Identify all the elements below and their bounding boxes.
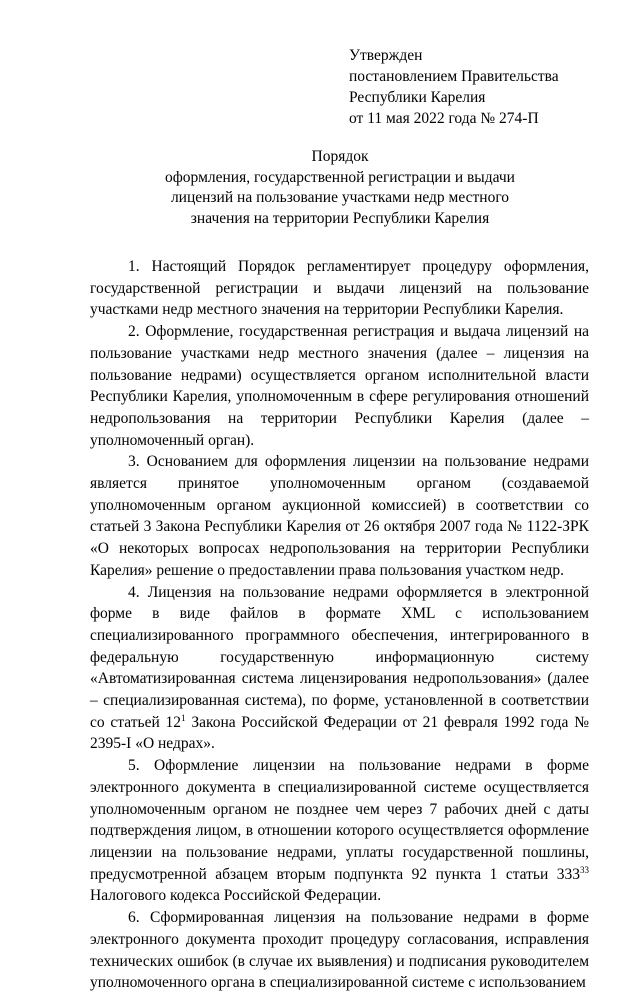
heading-line-1: Порядок [311, 148, 369, 165]
paragraph-1: 1. Настоящий Порядок регламентирует процедуру оформления, государственной регистрации и выдачи лицензий на пользование участками недр местного значения на территории Республики Карелия. [90, 258, 589, 319]
heading-line-4: значения на территории Республики Карелия [190, 209, 490, 227]
approval-line-2: постановлением Правительства [349, 68, 559, 85]
approval-line-4: от 11 мая 2022 года № 274-П [349, 110, 539, 127]
paragraph-4-text-b: Закона Российской Федерации от 21 февраля 1992 года № 2395-I «О недрах». [90, 713, 590, 753]
heading-line-2: оформления, государственной регистрации и выдачи [165, 168, 515, 186]
paragraph-5-superscript: 33 [580, 864, 589, 875]
paragraph-5 [90, 755, 589, 907]
paragraph-4-text-a: 4. Лицензия на пользование недрами оформляется в электронной форме в виде файлов в формате XML с использованием специализированного программного обеспечения, интегрированного в федеральную государственную информационную систему «Автоматизированная система лицензирования недропользования» (далее – специализированная система), по форме, установленной в соответствии со статьей 12 [90, 583, 589, 731]
paragraph-4-superscript: 1 [181, 712, 186, 723]
paragraph-5-text-a: 5. Оформление лицензии на пользование недрами в форме электронного документа в специализированной системе осуществляется уполномоченным органом не позднее чем через 7 рабочих дней с даты подтверждения лицом, в отношении которого осуществляется оформление лицензии на пользование недрами, уплаты государственной пошлины, предусмотренной абзацем вторым подпункта 92 пункта 1 статьи 333 [90, 757, 589, 883]
document-body [90, 256, 589, 994]
heading-line-3: лицензий на пользование участками недр местного [170, 189, 510, 206]
paragraph-3: 3. Основанием для оформления лицензии на пользование недрами является принятое уполномоченным органом (создаваемой уполномоченным органом аукционной комиссией) в соответствии со статьей 3 Закона Республики Карелия от 26 октября 2007 года № 1122-ЗРК «О некоторых вопросах недропользования на территории Республики Карелия» решение о предоставлении права пользования участком недр. [90, 453, 589, 579]
paragraph-2: 2. Оформление, государственная регистрация и выдача лицензий на пользование участками недр местного значения (далее – лицензия на пользование недрами) осуществляется органом исполнительной власти Республики Карелия, уполномоченным в сфере регулирования отношений недропользования на территории Республики Карелия (далее – уполномоченный орган). [90, 323, 589, 449]
document-heading [90, 147, 590, 229]
approval-line-3: Республики Карелия [349, 89, 486, 106]
paragraph-4 [90, 582, 589, 756]
paragraph-6: 6. Сформированная лицензия на пользование недрами в форме электронного документа проходит процедуру согласования, исправления технических ошибок (в случае их выявления) и подписания руководителем уполномоченного органа в специализированной системе с использованием [90, 909, 589, 992]
paragraph-5-text-b: Налогового кодекса Российской Федерации. [90, 887, 382, 905]
approval-stamp [349, 45, 629, 129]
approval-line-1: Утвержден [349, 47, 423, 64]
